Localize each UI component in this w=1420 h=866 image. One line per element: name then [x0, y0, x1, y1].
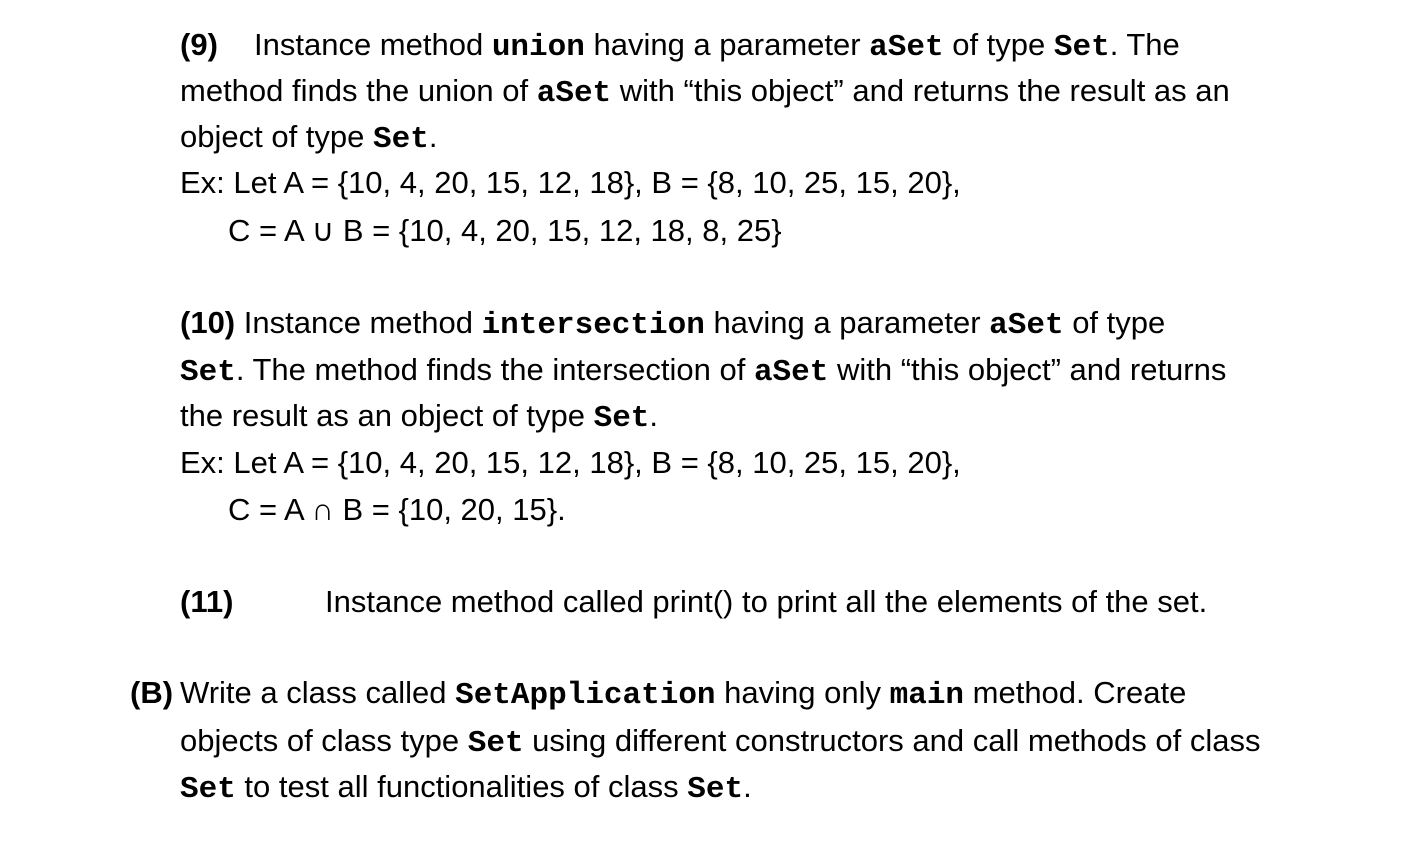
item9-text: . The [1109, 27, 1180, 62]
itemB-line1 [130, 670, 1186, 716]
item10-line1 [180, 300, 1165, 346]
item9-text: . [428, 119, 438, 154]
itemB-line2 [180, 718, 1260, 764]
itemB-text: using different constructors and call methods of class [523, 723, 1261, 758]
item9-text: having a parameter [584, 27, 870, 62]
item11-line [180, 579, 1207, 625]
item9-number: (9) [180, 27, 218, 62]
item9-text: with “this object” and returns the result as an [611, 73, 1230, 108]
class-name-setapplication: SetApplication [455, 678, 716, 713]
itemB-text: . [743, 769, 752, 804]
item9-line2 [180, 68, 1230, 114]
itemB-text: having only [715, 675, 890, 710]
method-name-intersection: intersection [481, 308, 705, 343]
type-name: Set [687, 772, 744, 807]
type-name: Set [593, 401, 650, 436]
item9-text: method finds the union of [180, 73, 537, 108]
type-name: Set [1053, 30, 1110, 65]
item9-text: of type [943, 27, 1054, 62]
type-name: Set [373, 122, 429, 157]
item11-text: Instance method called print() to print all the elements of the set. [325, 584, 1208, 619]
item9-text: Instance method [254, 27, 492, 62]
param-name: aSet [753, 355, 829, 390]
item10-text: the result as an object of type [180, 398, 594, 433]
item9-example-line1: Ex: Let A = {10, 4, 20, 15, 12, 18}, B = {8, 10, 25, 15, 20}, [180, 165, 961, 200]
item10-example-line2: C = A ∩ B = {10, 20, 15}. [228, 492, 566, 527]
item10-text: of type [1063, 305, 1166, 340]
item9-line3 [180, 114, 437, 160]
item10-text: Instance method [235, 305, 482, 340]
item10-text: . [649, 398, 659, 433]
itemB-text: to test all functionalities of class [235, 769, 688, 804]
param-name: aSet [989, 308, 1064, 343]
itemB-label: (B) [130, 675, 174, 710]
item10-line2 [180, 347, 1226, 393]
item9-line1 [180, 22, 1180, 68]
itemB-text: objects of class type [180, 723, 468, 758]
item10-text: having a parameter [704, 305, 990, 340]
item10-text: with “this object” and returns [828, 352, 1227, 387]
item10-line3 [180, 393, 658, 439]
type-name: Set [180, 772, 236, 807]
item10-number: (10) [180, 305, 236, 340]
itemB-text: Write a class called [180, 675, 456, 710]
item11-number: (11) [180, 584, 234, 619]
itemB-text: method. Create [964, 675, 1187, 710]
method-name-main: main [889, 678, 965, 713]
type-name: Set [180, 355, 236, 390]
itemB-line3 [180, 764, 752, 810]
param-name: aSet [536, 76, 612, 111]
method-name-union: union [491, 30, 585, 65]
param-name: aSet [869, 30, 944, 65]
item10-text: . The method finds the intersection of [235, 352, 754, 387]
item9-example-line2: C = A ∪ B = {10, 4, 20, 15, 12, 18, 8, 25} [228, 213, 782, 248]
item10-example-line1: Ex: Let A = {10, 4, 20, 15, 12, 18}, B = {8, 10, 25, 15, 20}, [180, 445, 961, 480]
item9-text: object of type [180, 119, 374, 154]
type-name: Set [467, 726, 524, 761]
